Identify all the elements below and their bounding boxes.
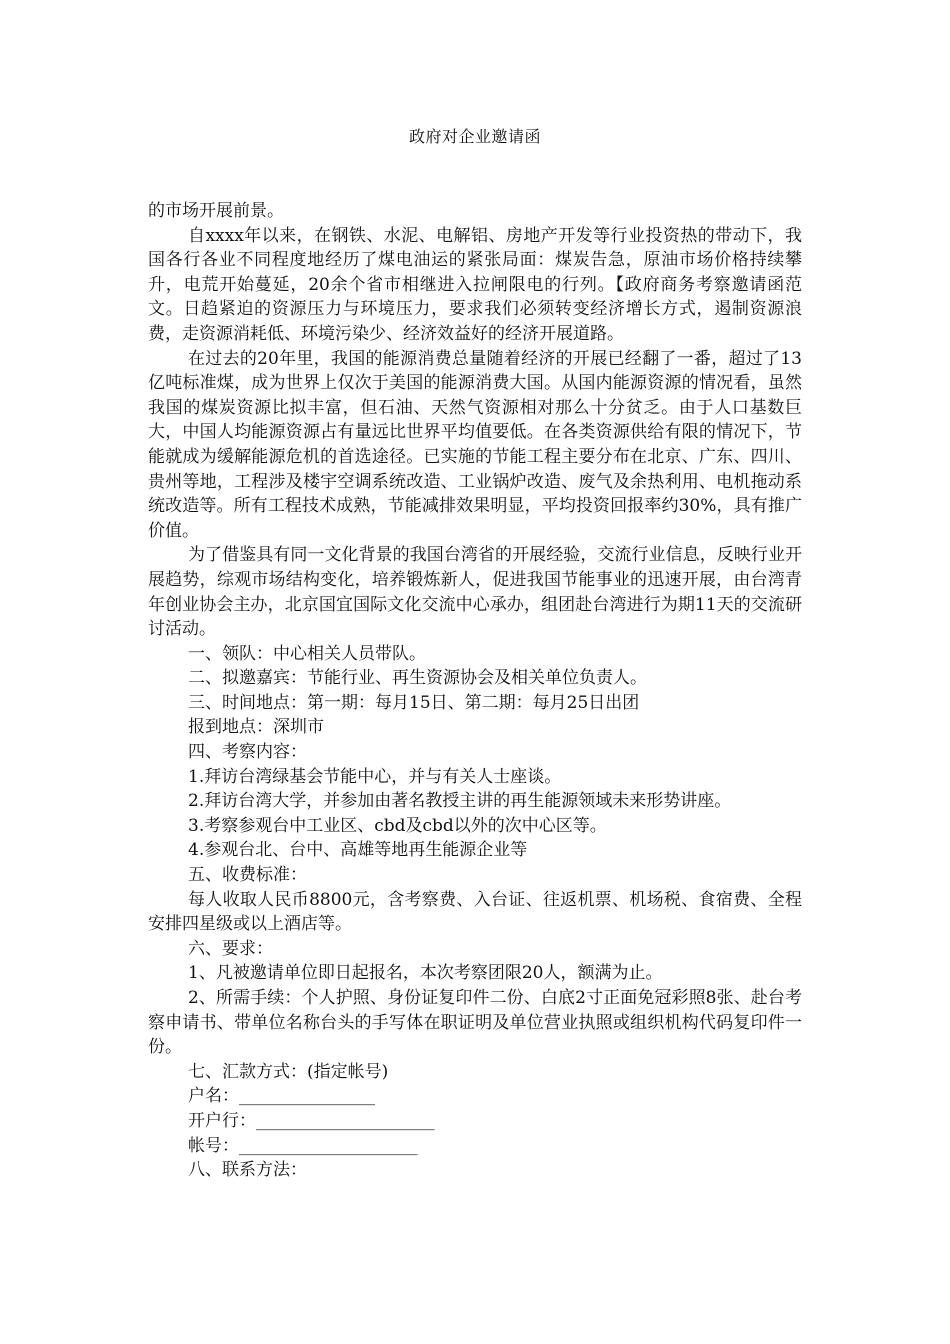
section-guests: 二、拟邀嘉宾：节能行业、再生资源协会及相关单位负责人。 [188,668,647,689]
document-title: 政府对企业邀请函 [408,127,541,146]
document-body [148,199,802,1183]
requirement-item: 1、凡被邀请单位即日起报名，本次考察团限20人，额满为止。 [188,963,663,984]
inspection-item: 1.拜访台湾绿基会节能中心，并与有关人士座谈。 [188,766,562,787]
requirement-item: 2、所需手续：个人护照、身份证复印件二份、白底2寸正面免冠彩照8张、赴台考察申请书、带单位名称台头的手写体在职证明及单位营业执照或组织机构代码复印件一份。 [148,988,802,1058]
inspection-item: 2.拜访台湾大学，并参加由著名教授主讲的再生能源领域未来形势讲座。 [188,791,732,812]
inspection-item: 4.参观台北、台中、高雄等地再生能源企业等 [188,840,528,861]
section-leader: 一、领队：中心相关人员带队。 [188,643,426,664]
account-name-field: 户名：________________ [188,1086,375,1107]
section-requirements: 六、要求： [188,938,273,959]
paragraph-exchange-activity: 为了借鉴具有同一文化背景的我国台湾省的开展经验，交流行业信息，反映行业开展趋势，综观市场结构变化，培养锻炼新人，促进我国节能事业的迅速开展，由台湾青年创业协会主办，北京国宜国际文化交流中心承办，组团赴台湾进行为期11天的交流研讨活动。 [148,545,802,640]
inspection-item: 3.考察参观台中工业区、cbd及cbd以外的次中心区等。 [188,815,607,836]
section-time-place: 三、时间地点：第一期：每月15日、第二期：每月25日出团 [188,692,640,713]
section-inspection-content: 四、考察内容： [188,742,307,763]
section-fee-standard: 五、收费标准： [188,865,307,886]
bank-field: 开户行：_____________________ [188,1110,435,1131]
paragraph-energy-shortage: 自xxxx年以来，在钢铁、水泥、电解铝、房地产开发等行业投资热的带动下，我国各行各业不同程度地经历了煤电油运的紧张局面：煤炭告急，原油市场价格持续攀升，电荒开始蔓延，20余个省市相继进入拉闸限电的行列。【政府商务考察邀请函范文。日趋紧迫的资源压力与环境压力，要求我们必须转变经济增长方式，遏制资源浪费，走资源消耗低、环境污染少、经济效益好的经济开展道路。 [148,225,802,344]
report-location: 报到地点：深圳市 [188,717,324,738]
section-remittance: 七、汇款方式：(指定帐号) [188,1061,389,1082]
paragraph-energy-consumption: 在过去的20年里，我国的能源消费总量随着经济的开展已经翻了一番，超过了13亿吨标准煤，成为世界上仅次于美国的能源消费大国。从国内能源资源的情况看，虽然我国的煤炭资源比拟丰富，但石油、天然气资源相对那么十分贫乏。由于人口基数巨大，中国人均能源资源占有量远比世界平均值要低。在各类资源供给有限的情况下，节能就成为缓解能源危机的首选途径。已实施的节能工程主要分布在北京、广东、四川、贵州等地，工程涉及楼宇空调系统改造、工业锅炉改造、废气及余热利用、电机拖动系统改造等。所有工程技术成熟，节能减排效果明显，平均投资回报率约30%，具有推广价值。 [148,348,802,541]
paragraph-fee-details: 每人收取人民币8800元，含考察费、入台证、往返机票、机场税、食宿费、全程安排四星级或以上酒店等。 [148,889,802,935]
account-number-field: 帐号：_____________________ [188,1135,418,1156]
paragraph-market-prospect: 的市场开展前景。 [148,201,284,221]
section-contact: 八、联系方法： [188,1160,307,1181]
